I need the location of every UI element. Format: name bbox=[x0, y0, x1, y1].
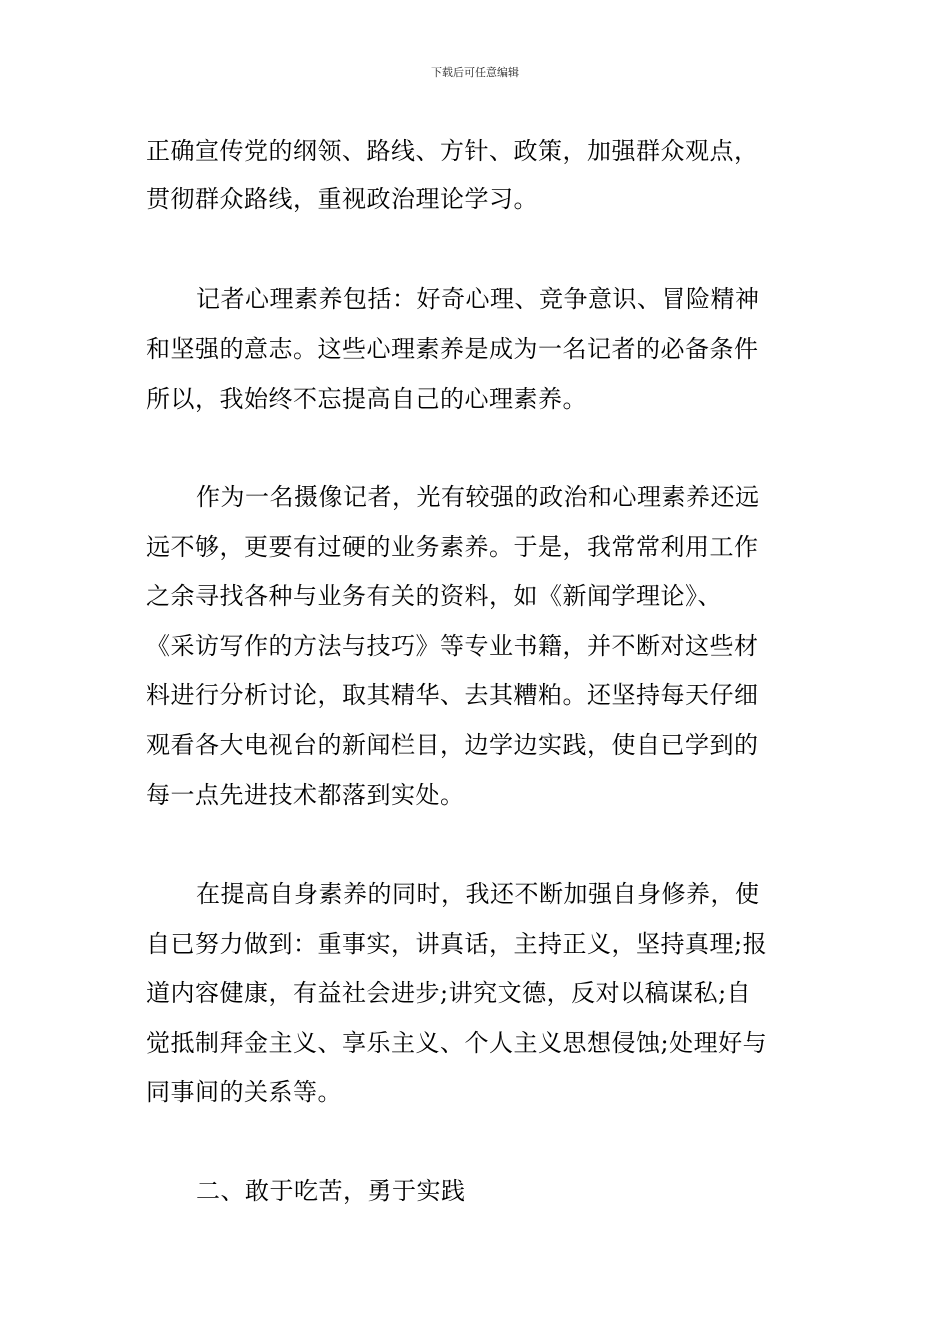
text-line: 观看各大电视台的新闻栏目，边学边实践，使自已学到的 bbox=[146, 731, 759, 759]
section-heading: 二、敢于吃苦，勇于实践 bbox=[196, 1177, 466, 1205]
text-line: 记者心理素养包括：好奇心理、竞争意识、冒险精神 bbox=[196, 285, 760, 313]
text-line: 和坚强的意志。这些心理素养是成为一名记者的必备条件 bbox=[146, 335, 759, 363]
text-line: 觉抵制拜金主义、享乐主义、个人主义思想侵蚀;处理好与 bbox=[146, 1029, 768, 1057]
text-line: 每一点先进技术都落到实处。 bbox=[146, 781, 465, 809]
text-line: 料进行分析讨论，取其精华、去其糟粕。还坚持每天仔细 bbox=[146, 681, 759, 709]
text-line: 之余寻找各种与业务有关的资料，如《新闻学理论》、 bbox=[146, 582, 722, 610]
text-line: 自已努力做到：重事实，讲真话，主持正义，坚持真理;报 bbox=[146, 930, 768, 958]
text-line: 贯彻群众路线，重视政治理论学习。 bbox=[146, 185, 538, 213]
text-line: 作为一名摄像记者，光有较强的政治和心理素养还远 bbox=[196, 483, 760, 511]
text-line: 《采访写作的方法与技巧》等专业书籍，并不断对这些材 bbox=[146, 632, 759, 660]
text-line: 远不够，更要有过硬的业务素养。于是，我常常利用工作 bbox=[146, 533, 759, 561]
text-line: 所以，我始终不忘提高自己的心理素养。 bbox=[146, 385, 587, 413]
page-header-note: 下载后可任意编辑 bbox=[431, 66, 519, 79]
text-line: 正确宣传党的纲领、路线、方针、政策，加强群众观点， bbox=[146, 137, 759, 165]
text-line: 同事间的关系等。 bbox=[146, 1078, 342, 1106]
text-line: 道内容健康，有益社会进步;讲究文德，反对以稿谋私;自 bbox=[146, 979, 752, 1007]
text-line: 在提高自身素养的同时，我还不断加强自身修养，使 bbox=[196, 880, 760, 908]
